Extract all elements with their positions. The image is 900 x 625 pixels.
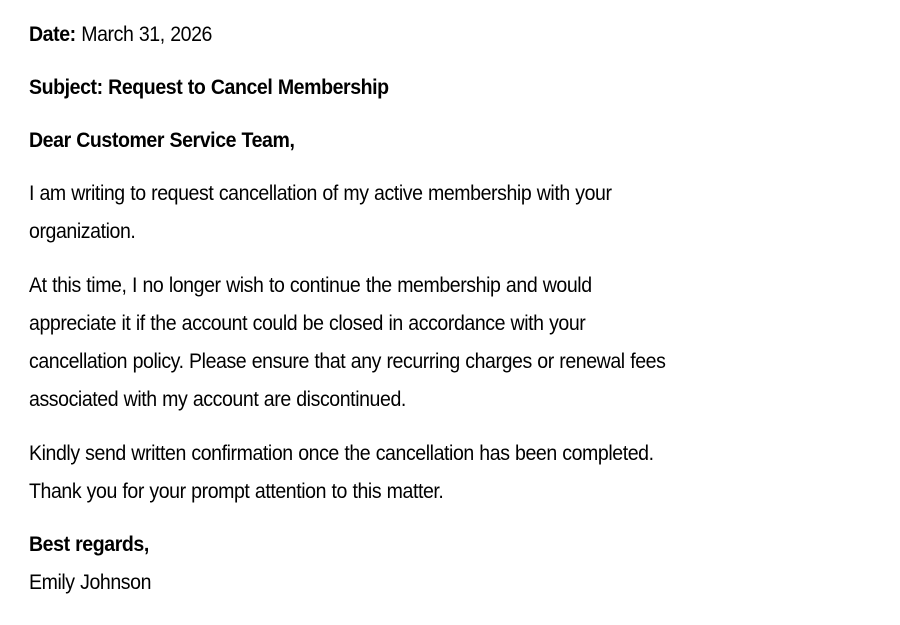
paragraph-line <box>29 180 655 208</box>
signature-text: Emily Johnson <box>29 571 152 594</box>
salutation-text: Dear Customer Service Team, <box>29 129 295 152</box>
signature <box>29 569 160 597</box>
date-value: March 31, 2026 <box>75 23 213 46</box>
salutation <box>29 127 314 155</box>
closing-text: Best regards, <box>29 533 149 556</box>
paragraph-line-text: I am writing to request cancellation of my active membership with your <box>29 182 612 205</box>
paragraph-line <box>29 440 701 468</box>
paragraph-line <box>29 348 713 376</box>
subject-text: Subject: Request to Cancel Membership <box>29 76 389 99</box>
paragraph-line-text: At this time, I no longer wish to continue the membership and would <box>29 274 592 297</box>
paragraph-line-text: Thank you for your prompt attention to this matter. <box>29 480 444 503</box>
paragraph-line-text: organization. <box>29 220 136 243</box>
paragraph-line <box>29 272 634 300</box>
paragraph-line <box>29 386 434 414</box>
date-line <box>29 21 226 49</box>
paragraph-line-text: appreciate it if the account could be closed in accordance with your <box>29 312 586 335</box>
paragraph-line <box>29 478 475 506</box>
date-label: Date: <box>29 23 76 46</box>
paragraph-line <box>29 310 627 338</box>
closing <box>29 531 158 559</box>
paragraph-line-text: associated with my account are discontinued. <box>29 388 406 411</box>
paragraph-line <box>29 218 143 246</box>
subject-line <box>29 74 416 102</box>
paragraph-line-text: Kindly send written confirmation once the cancellation has been completed. <box>29 442 654 465</box>
paragraph-line-text: cancellation policy. Please ensure that any recurring charges or renewal fees <box>29 350 666 373</box>
